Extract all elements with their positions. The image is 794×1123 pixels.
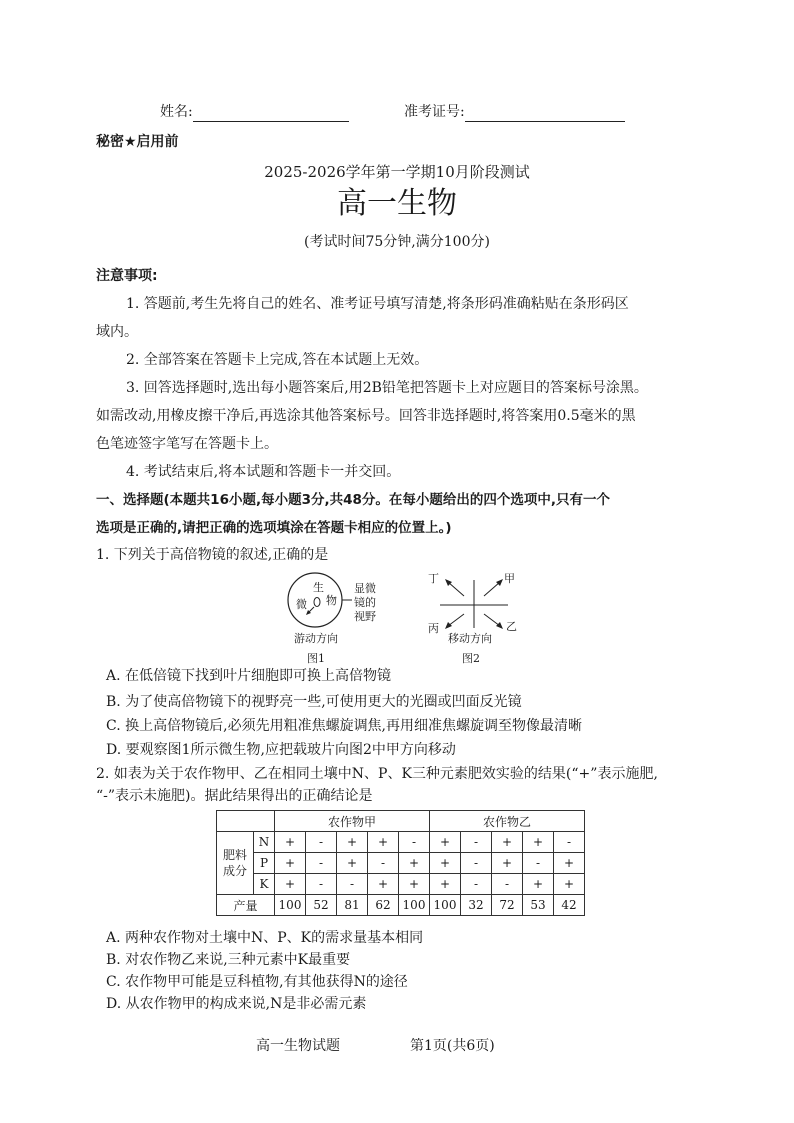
note-3-line-1: 3. 回答选择题时,选出每小题答案后,用2B铅笔把答题卡上对应题目的答案标号涂黑。 [126,380,648,396]
table-cell: + [554,874,585,895]
exam-number-label: 准考证号: [404,104,465,120]
table-cell: + [368,832,399,853]
q1-option-d: D. 要观察图1所示微生物,应把载玻片向图2中甲方向移动 [106,742,456,758]
q2-option-b: B. 对农作物乙来说,三种元素中K最重要 [106,952,351,968]
q2-stem-line-2: “-”表示未施肥)。据此结果得出的正确结论是 [96,788,373,804]
table-cell: - [306,832,337,853]
table-cell: - [554,832,585,853]
microscope-field-diagram [282,570,402,670]
yield-cell: 53 [523,895,554,916]
table-cell: - [337,874,368,895]
q2-option-a: A. 两种农作物对土壤中N、P、K的需求量基本相同 [106,930,424,946]
table-cell: + [275,832,306,853]
table-cell: - [306,874,337,895]
name-label: 姓名: [160,104,193,120]
note-3-line-3: 色笔迹签字笔写在答题卡上。 [96,436,278,452]
note-4: 4. 考试结束后,将本试题和答题卡一并交回。 [126,464,401,480]
fertilizer-label-cell [217,832,254,895]
table-cell: - [461,832,492,853]
q2-option-d: D. 从农作物甲的构成来说,N是非必需元素 [106,996,367,1012]
note-1-line-2: 域内。 [96,324,138,340]
table-header-row [217,811,585,832]
table-corner-cell [217,811,275,832]
table-cell: + [523,832,554,853]
q2-option-c: C. 农作物甲可能是豆科植物,有其他获得N的途径 [106,974,408,990]
yield-cell: 32 [461,895,492,916]
table-cell: + [430,853,461,874]
exam-info: (考试时间75分钟,满分100分) [304,234,490,250]
q2-stem-line-1: 2. 如表为关于农作物甲、乙在相同土壤中N、P、K三种元素肥效实验的结果(“+”表示施肥, [96,766,658,782]
table-cell: + [337,832,368,853]
table-cell: - [306,853,337,874]
fig2-caption-top: 移动方向 [448,632,492,645]
table-cell: + [492,832,523,853]
fig2-label-jia: 甲 [504,572,515,585]
yield-cell: 42 [554,895,585,916]
table-cell: + [368,874,399,895]
table-row [217,832,585,853]
table-cell: + [430,832,461,853]
secret-mark: 秘密★启用前 [96,134,179,150]
table-cell: - [492,874,523,895]
name-blank [193,105,349,122]
note-3-line-2: 如需改动,用橡皮擦干净后,再选涂其他答案标号。回答非选择题时,将答案用0.5毫米的黑 [96,408,636,424]
yield-cell: 100 [399,895,430,916]
yield-row [217,895,585,916]
figure-2 [420,568,530,670]
element-cell: P [254,853,275,874]
fertilizer-table [216,810,585,916]
table-cell: - [461,853,492,874]
fertilizer-label-2: 成分 [222,864,247,878]
fig2-caption: 图2 [462,652,480,665]
table-cell: + [399,853,430,874]
note-1-line-1: 1. 答题前,考生先将自己的姓名、准考证号填写清楚,将条形码准确粘贴在条形码区 [126,296,629,312]
yield-cell: 81 [337,895,368,916]
figure-1 [282,570,402,670]
table-cell: - [461,874,492,895]
table-cell: + [523,874,554,895]
table-cell: + [554,853,585,874]
yield-cell: 100 [275,895,306,916]
table-cell: - [368,853,399,874]
yield-label-cell: 产量 [217,895,275,916]
footer-subject: 高一生物试题 [256,1038,340,1054]
table-cell: + [492,853,523,874]
table-row [217,853,585,874]
table-cell: - [399,832,430,853]
fig1-caption: 图1 [307,652,325,665]
section-heading-line-2: 选项是正确的,请把正确的选项填涂在答题卡相应的位置上。) [96,520,452,536]
table-cell: + [275,853,306,874]
q1-option-a: A. 在低倍镜下找到叶片细胞即可换上高倍物镜 [106,668,392,684]
element-cell: N [254,832,275,853]
q1-stem: 1. 下列关于高倍物镜的叙述,正确的是 [96,547,329,563]
table-cell: + [337,853,368,874]
fig1-side-label-2: 镜的 [354,596,376,609]
table-cell: + [430,874,461,895]
fertilizer-label-1: 肥料 [222,848,247,862]
element-cell: K [254,874,275,895]
yield-cell: 62 [368,895,399,916]
fig2-label-yi: 乙 [506,620,517,633]
yield-cell: 100 [430,895,461,916]
yield-cell: 52 [306,895,337,916]
yield-cell: 72 [492,895,523,916]
fig2-label-bing: 丙 [428,622,439,635]
q1-option-b: B. 为了使高倍物镜下的视野亮一些,可使用更大的光圈或凹面反光镜 [106,694,522,710]
fig1-caption-top: 游动方向 [294,632,338,645]
fig1-text-sheng: 生 [313,581,324,594]
notes-heading: 注意事项: [96,268,158,284]
name-field [160,102,349,122]
crop-b-header: 农作物乙 [430,811,585,832]
table-row [217,874,585,895]
q1-option-c: C. 换上高倍物镜后,必须先用粗准焦螺旋调焦,再用细准焦螺旋调至物像最清晰 [106,718,583,734]
footer-page-number: 第1页(共6页) [410,1038,495,1054]
table-cell: + [399,874,430,895]
table-cell: + [275,874,306,895]
page-title: 高一生物 [337,186,457,221]
exam-subtitle: 2025-2026学年第一学期10月阶段测试 [264,163,530,181]
exam-number-blank [465,105,625,122]
exam-number-field [404,102,625,122]
crop-a-header: 农作物甲 [275,811,430,832]
table-cell: - [523,853,554,874]
fig1-side-label-3: 视野 [354,610,376,623]
note-2: 2. 全部答案在答题卡上完成,答在本试题上无效。 [126,352,429,368]
fig2-label-ding: 丁 [428,572,439,585]
fig1-text-wei: 微 [296,598,307,611]
fig1-side-label-1: 显微 [354,582,376,595]
section-heading-line-1: 一、选择题(本题共16小题,每小题3分,共48分。在每小题给出的四个选项中,只有一个 [96,492,611,508]
fig1-text-wu: 物 [326,594,337,607]
